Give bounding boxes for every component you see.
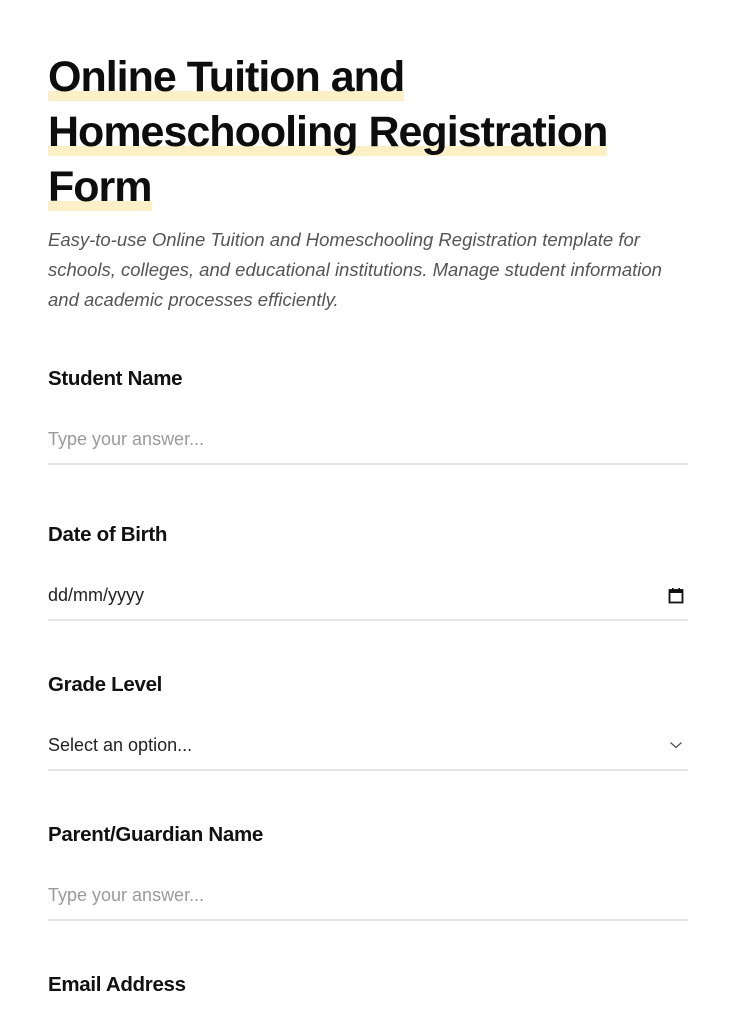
field-label: Parent/Guardian Name: [48, 823, 264, 846]
student-name-input[interactable]: Type your answer...: [48, 415, 688, 465]
field-date-of-birth: [48, 521, 688, 621]
date-of-birth-input[interactable]: dd/mm/yyyy: [48, 571, 688, 621]
grade-level-select[interactable]: Select an option...: [48, 721, 688, 771]
field-student-name: [48, 365, 688, 465]
registration-form: [48, 50, 688, 999]
field-label: Grade Level: [48, 673, 163, 696]
field-parent-guardian-name: [48, 821, 688, 921]
field-label: Date of Birth: [48, 523, 168, 546]
field-label: Student Name: [48, 367, 183, 390]
form-description: Easy-to-use Online Tuition and Homeschooling Registration template for schools, colleges, and educational institutions. Manage student information and academic processes efficiently.: [48, 229, 662, 310]
chevron-down-icon: [666, 735, 686, 755]
page-title: Online Tuition and Homeschooling Registration Form: [48, 53, 608, 211]
field-label: Email Address: [48, 973, 186, 996]
calendar-icon[interactable]: [666, 585, 686, 605]
parent-guardian-name-input[interactable]: Type your answer...: [48, 871, 688, 921]
field-email-address: [48, 971, 688, 999]
field-grade-level: [48, 671, 688, 771]
